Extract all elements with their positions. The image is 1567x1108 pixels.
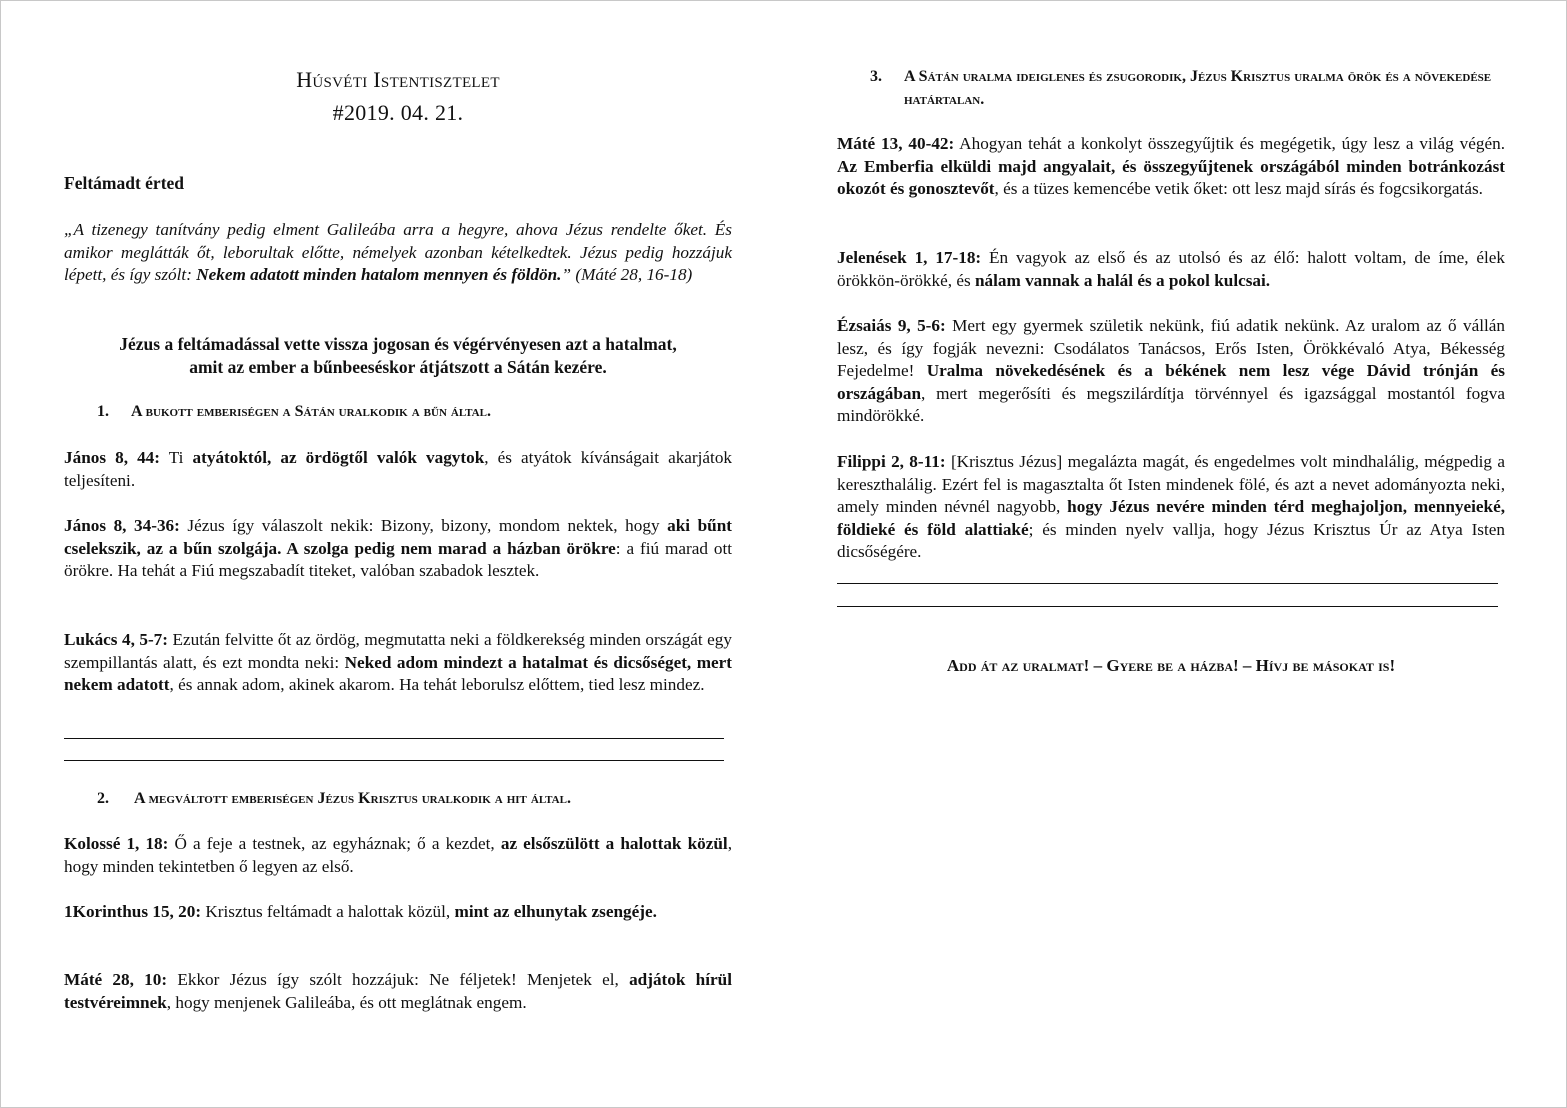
closing-call-to-action: Add át az uralmat! – Gyere be a házba! – Hívj be másokat is! <box>946 656 1396 675</box>
verse-emphasis: hogy Jézus nevére minden térd meghajoljon, mennyeieké, földieké és föld alattiaké <box>837 497 1505 539</box>
thesis-statement <box>64 333 732 379</box>
verse-jelenesek-1-17-18 <box>837 247 1505 292</box>
intro-quote-text: „A tizenegy tanítvány pedig elment Galileába arra a hegyre, ahova Jézus rendelte őket. És amikor meglátták őt, leborultak előtte, némelyek azonban kételkedtek. Jézus pedig hozzájuk lépett, és így szólt: <box>64 220 732 285</box>
document-subtitle: Feltámadt érted <box>64 173 185 193</box>
section-number: 1. <box>97 403 109 420</box>
verse-emphasis: aki bűnt cselekszik, az a bűn szolgája. A szolga pedig nem marad a házban örökre <box>64 516 732 558</box>
verse-text: Ahogyan tehát a konkolyt összegyűjtik és megégetik, úgy lesz a világ végén. <box>954 134 1505 153</box>
verse-reference: Máté 28, 10: <box>64 970 168 989</box>
verse-ezsaias-9-5-6 <box>837 315 1505 428</box>
verse-reference: Ézsaiás 9, 5-6: <box>837 316 946 335</box>
note-line <box>837 583 1498 584</box>
document-title: Húsvéti Istentisztelet <box>296 67 500 92</box>
verse-text: , mert megerősíti és megszilárdítja törvénnyel és igazsággal mostantól fogva mindörökké. <box>837 383 1505 426</box>
section-number: 2. <box>97 790 109 807</box>
intro-quote-bold: Nekem adatott minden hatalom mennyen és földön. <box>196 265 562 285</box>
verse-emphasis: Neked adom mindezt a hatalmat és dicsőséget, mert nekem adatott <box>64 652 733 695</box>
verse-emphasis: nálam vannak a halál és a pokol kulcsai. <box>974 270 1271 290</box>
verse-text: Ő a feje a testnek, az egyháznak; ő a kezdet, <box>168 834 501 853</box>
verse-reference: 1Korinthus 15, 20: <box>64 902 202 921</box>
verse-reference: János 8, 34-36: <box>64 516 180 535</box>
verse-mate-28-10 <box>64 969 732 1014</box>
verse-reference: Kolossé 1, 18: <box>64 834 169 853</box>
verse-emphasis: adjátok hírül testvéreimnek <box>64 970 732 1012</box>
note-line <box>64 760 724 761</box>
intro-quote-reference: (Máté 28, 16-18) <box>571 265 693 285</box>
section-title: A bukott emberiségen a Sátán uralkodik a bűn által. <box>131 403 491 420</box>
verse-text: , és a tüzes kemencébe vetik őket: ott lesz majd sírás és fogcsikorgatás. <box>994 179 1483 199</box>
verse-filippi-2-8-11 <box>837 451 1505 564</box>
verse-text: : a fiú marad ott örökre. Ha tehát a Fiú megszabadít titeket, valóban szabadok lesztek. <box>64 538 732 581</box>
verse-text: [Krisztus Jézus] megalázta magát, és engedelmes volt mindhalálig, mégpedig a kereszthalálig. Ezért fel is magasztalta őt Isten mindenek fölé, és azt a nevet adományozta neki, amely minden névnél nagyobb, <box>837 452 1505 517</box>
verse-text: Ekkor Jézus így szólt hozzájuk: Ne féljetek! Menjetek el, <box>167 970 630 989</box>
thesis-line-2: amit az ember a bűnbeeséskor átjátszott a Sátán kezére. <box>189 357 607 377</box>
verse-janos-8-44 <box>64 447 732 492</box>
verse-reference: Jelenések 1, 17-18: <box>837 248 982 267</box>
verse-reference: Filippi 2, 8-11: <box>837 452 946 471</box>
verse-text: , és atyátok kívánságait akarjátok teljesíteni. <box>64 448 733 490</box>
verse-1korinthus-15-20 <box>64 901 732 924</box>
verse-mate-13-40-42 <box>837 133 1505 201</box>
note-line <box>64 738 724 739</box>
verse-text: Ti <box>160 448 193 467</box>
verse-text: Ezután felvitte őt az ördög, megmutatta neki a földkerekség minden országát egy szempillantás alatt, és ezt mondta neki: <box>64 630 732 672</box>
verse-reference: Máté 13, 40-42: <box>837 134 955 153</box>
section-heading-2 <box>64 787 732 810</box>
verse-text: ; és minden nyelv vallja, hogy Jézus Krisztus Úr az Atya Isten dicsőségére. <box>837 519 1505 562</box>
verse-emphasis: Az Emberfia elküldi majd angyalait, és összegyűjtenek országából minden botránkozást okozót és gonosztevőt <box>837 156 1505 199</box>
thesis-line-1: Jézus a feltámadással vette vissza jogosan és végérvényesen azt a hatalmat, <box>119 334 677 354</box>
intro-quote-close: ” <box>561 265 572 285</box>
intro-quote <box>64 219 732 287</box>
verse-lukacs-4-5-7 <box>64 629 732 697</box>
section-heading-3 <box>837 65 1505 111</box>
verse-text: , hogy minden tekintetben ő legyen az első. <box>64 834 733 876</box>
verse-text: , hogy menjenek Galileába, és ott meglátnak engem. <box>166 992 527 1012</box>
section-title: A megváltott emberiségen Jézus Krisztus uralkodik a hit által. <box>134 790 571 807</box>
verse-text: Krisztus feltámadt a halottak közül, <box>201 902 455 921</box>
verse-text: Jézus így válaszolt nekik: Bizony, bizony, mondom nektek, hogy <box>179 516 668 535</box>
document-date: #2019. 04. 21. <box>332 100 464 125</box>
verse-janos-8-34-36 <box>64 515 732 583</box>
section-heading-1 <box>64 400 732 423</box>
section-title: A Sátán uralma ideiglenes és zsugorodik, Jézus Krisztus uralma örök és a növekedése határtalan. <box>904 68 1492 108</box>
verse-reference: János 8, 44: <box>64 448 160 467</box>
verse-emphasis: az elsőszülött a halottak közül <box>500 834 728 853</box>
verse-emphasis: Uralma növekedésének és a békének nem lesz vége Dávid trónján és országában <box>837 361 1505 403</box>
verse-emphasis: mint az elhunytak zsengéje. <box>454 902 657 921</box>
note-line <box>837 606 1498 607</box>
verse-text: Mert egy gyermek születik nekünk, fiú adatik nekünk. Az uralom az ő vállán lesz, és így fogják nevezni: Csodálatos Tanácsos, Erős Isten, Örökkévaló Atya, Békesség Fejedelme! <box>837 316 1505 381</box>
section-number: 3. <box>870 68 882 85</box>
verse-kolosse-1-18 <box>64 833 732 878</box>
verse-text: Én vagyok az első és az utolsó és az élő: halott voltam, de íme, élek örökkön-örökké, és <box>837 248 1506 290</box>
verse-emphasis: atyátoktól, az ördögtől valók vagytok <box>192 448 485 467</box>
verse-reference: Lukács 4, 5-7: <box>64 630 168 649</box>
verse-text: , és annak adom, akinek akarom. Ha tehát leborulsz előttem, tied lesz mindez. <box>169 675 705 695</box>
